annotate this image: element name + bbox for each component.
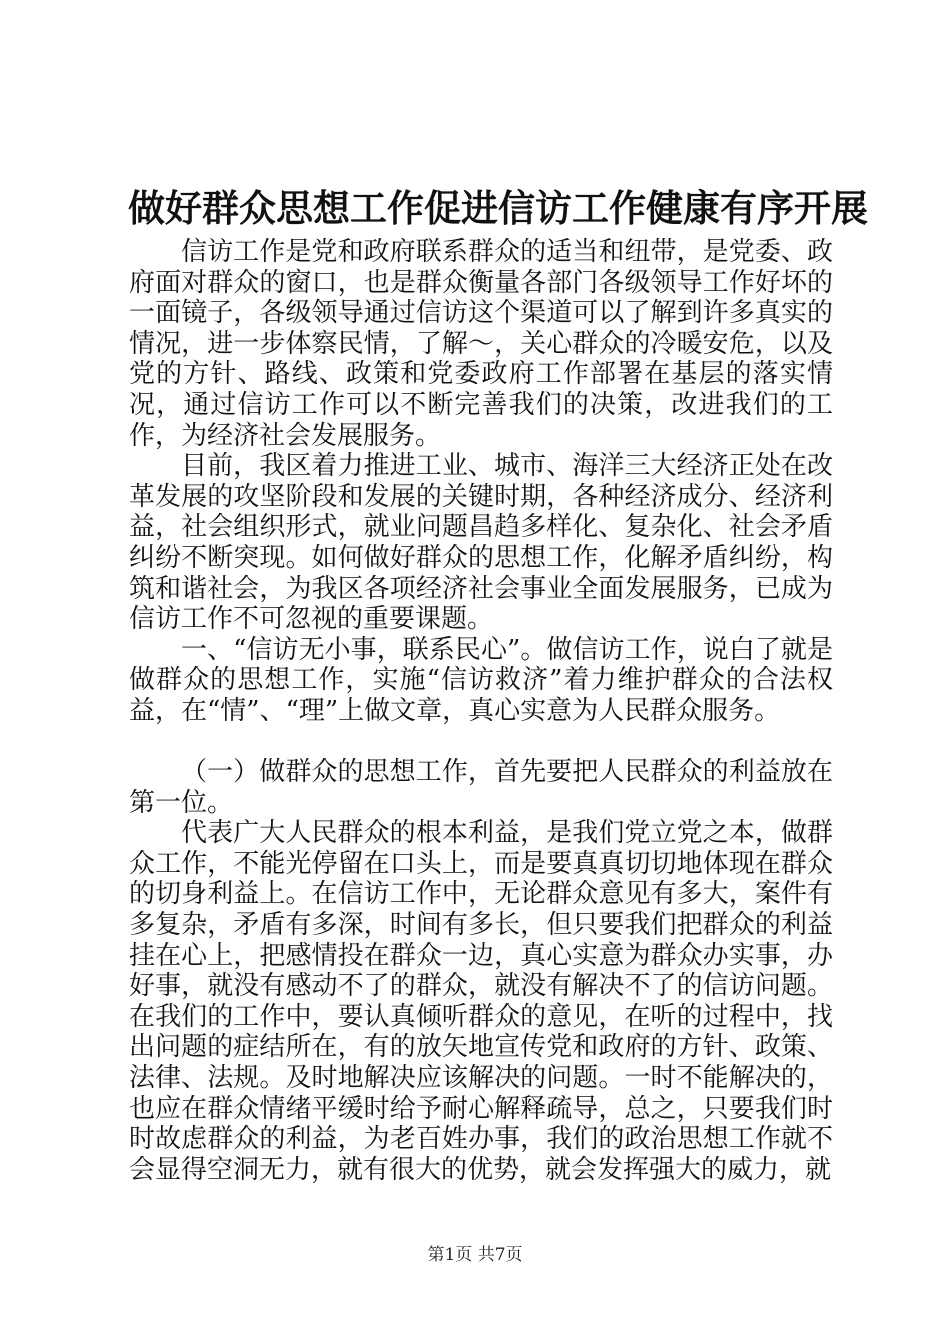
document-title: 做好群众思想工作促进信访工作健康有序开展 [128, 186, 868, 230]
paragraph-intro: 信访工作是党和政府联系群众的适当和纽带，是党委、政府面对群众的窗口，也是群众衡量各部门各级领导工作好坏的一面镜子，各级领导通过信访这个渠道可以了解到许多真实的情况，进一步体察民情，了解～，关心群众的冷暖安危，以及党的方针、路线、政策和党委政府工作部署在基层的落实情况，通过信访工作可以不断完善我们的决策，改进我们的工作，为经济社会发展服务。 [129, 237, 833, 451]
paragraph-people-interest: 代表广大人民群众的根本利益，是我们党立党之本，做群众工作，不能光停留在口头上，而是要真真切切地体现在群众的切身利益上。在信访工作中，无论群众意见有多大，案件有多复杂，矛盾有多深，时间有多长，但只要我们把群众的利益挂在心上，把感情投在群众一边，真心实意为群众办实事，办好事，就没有感动不了的群众，就没有解决不了的信访问题。在我们的工作中，要认真倾听群众的意见，在听的过程中，找出问题的症结所在，有的放矢地宣传党和政府的方针、政策、法律、法规。及时地解决应该解决的问题。一时不能解决的，也应在群众情绪平缓时给予耐心解释疏导，总之，只要我们时时故虑群众的利益，为老百姓办事，我们的政治思想工作就不会显得空洞无力，就有很大的优势，就会发挥强大的威力，就 [129, 818, 833, 1185]
page-number-footer: 第1页 共7页 [427, 1245, 523, 1265]
paragraph-current-situation: 目前，我区着力推进工业、城市、海洋三大经济正处在改革发展的攻坚阶段和发展的关键时期，各种经济成分、经济利益，社会组织形式，就业问题昌趋多样化、复杂化、社会矛盾纠纷不断突现。如何做好群众的思想工作，化解矛盾纠纷，构筑和谐社会，为我区各项经济社会事业全面发展服务，已成为信访工作不可忽视的重要课题。 [129, 451, 833, 635]
paragraph-section-one: 一、“信访无小事，联系民心”。做信访工作，说白了就是做群众的思想工作，实施“信访救济”着力维护群众的合法权益，在“情”、“理”上做文章，真心实意为人民群众服务。 [129, 634, 833, 726]
document-body [129, 237, 833, 1185]
paragraph-subsection-one: （一）做群众的思想工作，首先要把人民群众的利益放在第一位。 [129, 757, 833, 818]
